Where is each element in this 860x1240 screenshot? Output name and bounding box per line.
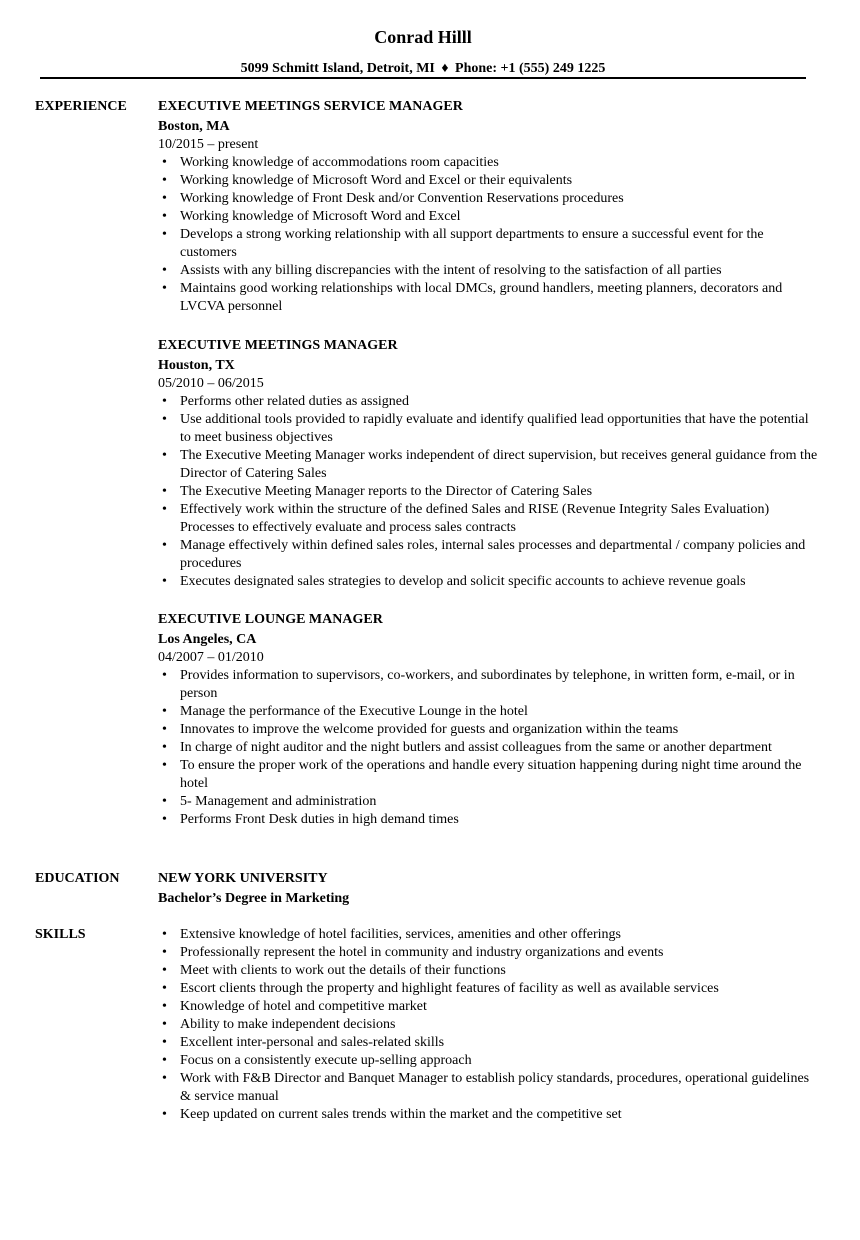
job-dates: 04/2007 – 01/2010: [158, 650, 264, 665]
list-item: • Professionally represent the hotel in community and industry organizations and events: [158, 944, 818, 962]
job-entry: [158, 98, 818, 316]
job-location: Boston, MA: [158, 119, 230, 134]
list-item: • Provides information to supervisors, co-workers, and subordinates by telephone, in written form, e-mail, or in person: [158, 667, 818, 703]
job-location: Houston, TX: [158, 358, 235, 373]
list-item: • Executes designated sales strategies to develop and solicit specific accounts to achieve revenue goals: [158, 573, 818, 591]
diamond-separator-icon: ♦: [441, 61, 449, 76]
list-item: • Excellent inter-personal and sales-related skills: [158, 1034, 818, 1052]
list-item: • Use additional tools provided to rapidly evaluate and identify qualified lead opportunities that have the potential to meet business objectives: [158, 411, 818, 447]
job-bullets: [158, 393, 818, 591]
list-item: • Develops a strong working relationship with all support departments to ensure a successful event for the customers: [158, 226, 818, 262]
list-item: • Working knowledge of Microsoft Word and Excel or their equivalents: [158, 172, 818, 190]
list-item: • Effectively work within the structure of the defined Sales and RISE (Revenue Integrity Sales Evaluation) Processes to effectively evaluate and process sales contracts: [158, 501, 818, 537]
list-item: • Ability to make independent decisions: [158, 1016, 818, 1034]
list-item: • Manage effectively within defined sales roles, internal sales processes and departmental / company policies and procedures: [158, 537, 818, 573]
skills-list: [158, 926, 818, 1124]
list-item: • Manage the performance of the Executive Lounge in the hotel: [158, 703, 818, 721]
list-item: • Extensive knowledge of hotel facilities, services, amenities and other offerings: [158, 926, 818, 944]
education-entry: [158, 870, 818, 908]
list-item: • Innovates to improve the welcome provided for guests and organization within the teams: [158, 721, 818, 739]
contact-line: [0, 60, 846, 78]
section-label-skills: SKILLS: [35, 927, 86, 942]
list-item: • Performs other related duties as assigned: [158, 393, 818, 411]
job-location: Los Angeles, CA: [158, 632, 257, 647]
phone: Phone: +1 (555) 249 1225: [455, 61, 606, 76]
list-item: • Focus on a consistently execute up-selling approach: [158, 1052, 818, 1070]
job-title: EXECUTIVE LOUNGE MANAGER: [158, 612, 383, 627]
section-label-experience: EXPERIENCE: [35, 99, 127, 114]
list-item: • In charge of night auditor and the night butlers and assist colleagues from the same or another department: [158, 739, 818, 757]
list-item: • 5- Management and administration: [158, 793, 818, 811]
header-divider: [40, 77, 806, 79]
skills-bullets: [158, 926, 818, 1124]
list-item: • Working knowledge of Microsoft Word and Excel: [158, 208, 818, 226]
list-item: • Escort clients through the property and highlight features of facility as well as available services: [158, 980, 818, 998]
list-item: • Assists with any billing discrepancies with the intent of resolving to the satisfaction of all parties: [158, 262, 818, 280]
list-item: • Working knowledge of accommodations room capacities: [158, 154, 818, 172]
list-item: • The Executive Meeting Manager reports to the Director of Catering Sales: [158, 483, 818, 501]
section-label-education: EDUCATION: [35, 871, 120, 886]
job-title: EXECUTIVE MEETINGS SERVICE MANAGER: [158, 99, 463, 114]
job-dates: 05/2010 – 06/2015: [158, 376, 264, 391]
job-entry: [158, 337, 818, 591]
list-item: • Performs Front Desk duties in high demand times: [158, 811, 818, 829]
address: 5099 Schmitt Island, Detroit, MI: [240, 61, 435, 76]
job-entry: [158, 611, 818, 829]
list-item: • Working knowledge of Front Desk and/or Convention Reservations procedures: [158, 190, 818, 208]
job-dates: 10/2015 – present: [158, 137, 259, 152]
job-bullets: [158, 154, 818, 316]
resume-header: [0, 25, 846, 78]
list-item: • Maintains good working relationships with local DMCs, ground handlers, meeting planners, decorators and LVCVA personnel: [158, 280, 818, 316]
job-bullets: [158, 667, 818, 829]
list-item: • To ensure the proper work of the operations and handle every situation happening during night time around the hotel: [158, 757, 818, 793]
degree: Bachelor’s Degree in Marketing: [158, 891, 350, 906]
list-item: • Meet with clients to work out the details of their functions: [158, 962, 818, 980]
list-item: • Work with F&B Director and Banquet Manager to establish policy standards, procedures, operational guidelines & service manual: [158, 1070, 818, 1106]
list-item: • The Executive Meeting Manager works independent of direct supervision, but receives general guidance from the Director of Catering Sales: [158, 447, 818, 483]
list-item: • Keep updated on current sales trends within the market and the competitive set: [158, 1106, 818, 1124]
job-title: EXECUTIVE MEETINGS MANAGER: [158, 338, 398, 353]
school-name: NEW YORK UNIVERSITY: [158, 871, 328, 886]
candidate-name: Conrad Hilll: [374, 27, 472, 47]
list-item: • Knowledge of hotel and competitive market: [158, 998, 818, 1016]
